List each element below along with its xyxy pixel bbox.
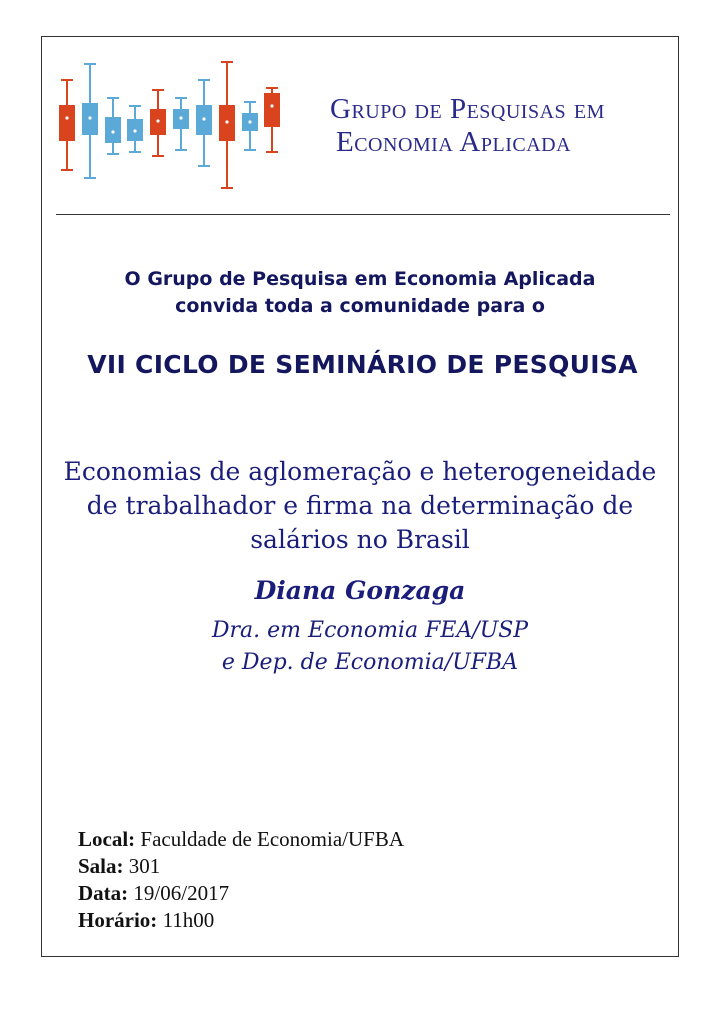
org-name-line1: Grupo de Pesquisas em: [330, 93, 605, 125]
speaker-name: Diana Gonzaga: [254, 576, 466, 605]
logo-box-10: [265, 88, 279, 152]
logo-box-1: [60, 80, 74, 170]
detail-horario: [78, 907, 404, 934]
logo-box-8: [220, 62, 234, 188]
horario-value: 11h00: [162, 908, 215, 932]
local-value: Faculdade de Economia/UFBA: [140, 827, 405, 851]
talk-title: [50, 455, 670, 557]
logo-box-4: [128, 106, 142, 152]
org-name-line2: Economia Aplicada: [336, 126, 572, 158]
logo-box-2: [83, 64, 97, 178]
talk-title-line1: Economias de aglomeração e heterogeneidade: [63, 457, 657, 486]
detail-local: [78, 826, 404, 853]
event-title: VII CICLO DE SEMINÁRIO DE PESQUISA: [87, 350, 638, 379]
detail-data: [78, 880, 404, 907]
data-value: 19/06/2017: [133, 881, 230, 905]
affiliation-line2: e Dep. de Economia/UFBA: [221, 650, 519, 675]
talk-title-line2: de trabalhador e firma na determinação de: [86, 491, 634, 520]
data-label: Data:: [78, 881, 129, 905]
talk-title-line3: salários no Brasil: [250, 525, 470, 554]
boxplot-logo-icon: [55, 58, 295, 198]
horario-label: Horário:: [78, 908, 158, 932]
sala-value: 301: [128, 854, 161, 878]
invitation-line1: O Grupo de Pesquisa em Economia Aplicada: [124, 268, 596, 290]
logo-box-5: [151, 90, 165, 156]
detail-sala: [78, 853, 404, 880]
logo-box-7: [197, 80, 211, 166]
logo-box-9: [243, 102, 257, 150]
speaker-affiliation: [60, 615, 680, 679]
organization-name: [330, 93, 670, 159]
event-details: [78, 826, 404, 934]
logo-box-6: [174, 98, 188, 150]
sala-label: Sala:: [78, 854, 124, 878]
invitation-text: [70, 266, 650, 320]
affiliation-line1: Dra. em Economia FEA/USP: [211, 618, 529, 643]
logo-box-3: [106, 98, 120, 154]
invitation-line2: convida toda a comunidade para o: [175, 295, 545, 317]
local-label: Local:: [78, 827, 136, 851]
header-divider: [56, 214, 670, 215]
